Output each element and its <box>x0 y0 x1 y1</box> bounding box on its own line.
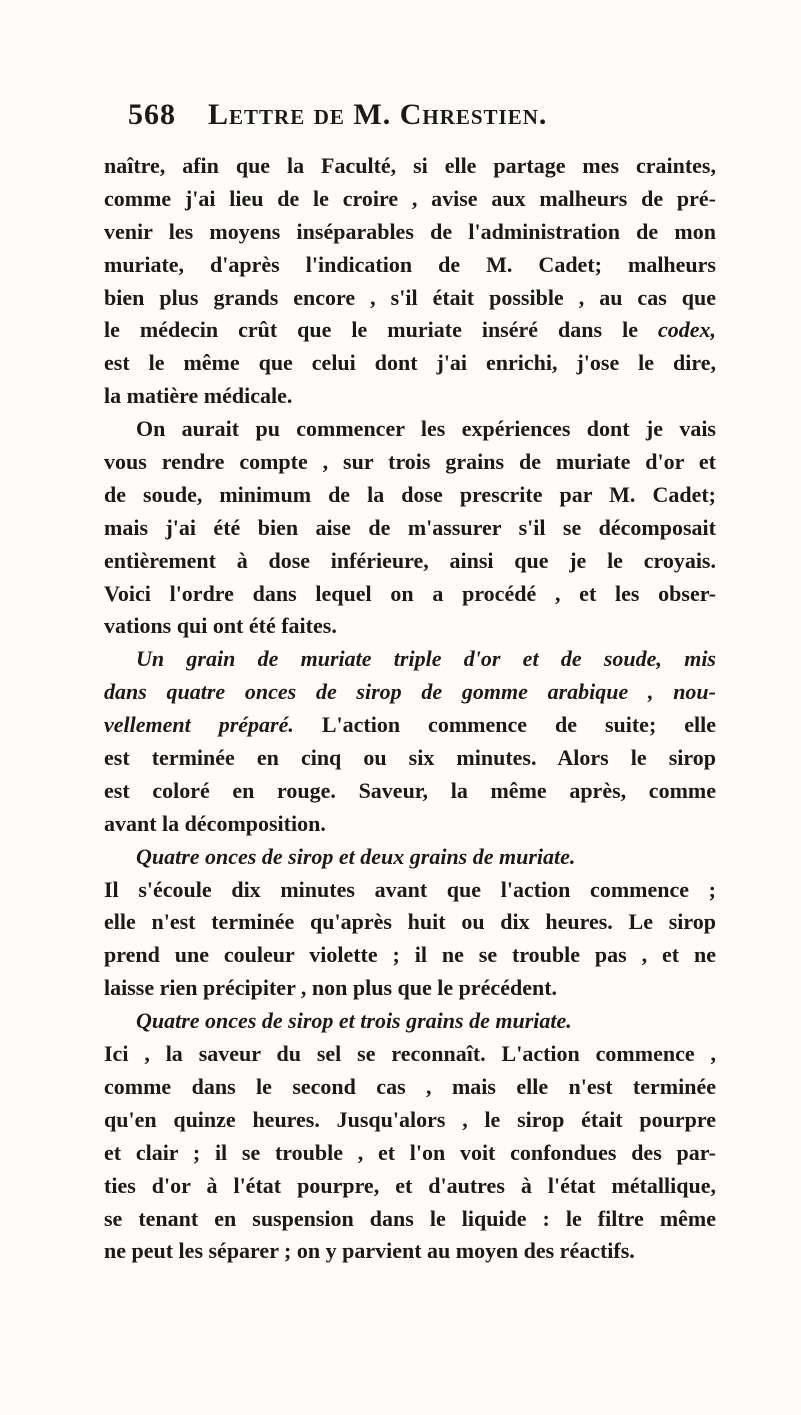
text-line: venir les moyens inséparables de l'administration de mon <box>104 218 716 244</box>
text-line: de soude, minimum de la dose prescrite par M. Cadet; <box>104 481 716 507</box>
text-line: bien plus grands encore , s'il était possible , au cas que <box>104 284 716 310</box>
text-line: est terminée en cinq ou six minutes. Alors le sirop <box>104 745 716 771</box>
page-number: 568 <box>128 98 176 131</box>
paragraph-start <box>104 841 716 874</box>
text-line: muriate, d'après l'indication de M. Cadet; malheurs <box>104 251 716 277</box>
text-line <box>104 709 716 742</box>
text-line: qu'en quinze heures. Jusqu'alors , le sirop était pourpre <box>104 1106 716 1132</box>
italic-heading: dans quatre onces de sirop de gomme arabique , nou- <box>104 679 716 705</box>
body-text <box>104 150 716 1268</box>
text-line: elle n'est terminée qu'après huit ou dix heures. Le sirop <box>104 909 716 935</box>
text-line <box>104 676 716 709</box>
text-fragment: le médecin crût que le muriate inséré dans le <box>104 317 638 343</box>
text-line: entièrement à dose inférieure, ainsi que je le croyais. <box>104 547 716 573</box>
text-line: laisse rien précipiter , non plus que le précédent. <box>104 975 558 1001</box>
text-line: se tenant en suspension dans le liquide : le filtre même <box>104 1205 716 1231</box>
text-fragment: L'action commence de suite; elle <box>321 712 716 738</box>
italic-heading: Un grain de muriate triple d'or et de soude, mis <box>136 646 716 672</box>
text-line: vations qui ont été faites. <box>104 613 337 639</box>
text-line: Il s'écoule dix minutes avant que l'action commence ; <box>104 876 716 902</box>
text-line: mais j'ai été bien aise de m'assurer s'il se décomposait <box>104 514 716 540</box>
text-line: Ici , la saveur du sel se reconnaît. L'action commence , <box>104 1041 716 1067</box>
text-line: comme dans le second cas , mais elle n'est terminée <box>104 1073 716 1099</box>
text-line: prend une couleur violette ; il ne se trouble pas , et ne <box>104 942 716 968</box>
italic-word: codex, <box>657 317 716 343</box>
text-line: vous rendre compte , sur trois grains de muriate d'or et <box>104 449 716 475</box>
text-line: naître, afin que la Faculté, si elle partage mes craintes, <box>104 153 716 178</box>
text-line: avant la décomposition. <box>104 810 326 836</box>
paragraph-start: On aurait pu commencer les expériences dont je vais <box>136 416 716 442</box>
italic-heading: vellement préparé. <box>104 712 294 738</box>
italic-heading: Quatre onces de sirop et trois grains de muriate. <box>136 1008 572 1034</box>
text-line: ne peut les séparer ; on y parvient au moyen des réactifs. <box>104 1238 635 1264</box>
text-line: est le même que celui dont j'ai enrichi, j'ose le dire, <box>104 350 716 376</box>
text-line: ties d'or à l'état pourpre, et d'autres à l'état métallique, <box>104 1172 716 1198</box>
text-line: la matière médicale. <box>104 383 293 409</box>
text-line: Voici l'ordre dans lequel on a procédé , et les obser- <box>104 580 716 606</box>
paragraph-start <box>104 1005 716 1038</box>
running-title: Lettre de M. Chrestien. <box>208 98 548 131</box>
text-line: comme j'ai lieu de le croire , avise aux malheurs de pré- <box>104 185 716 211</box>
running-head <box>128 98 728 138</box>
paragraph-start <box>104 643 716 676</box>
text-line: et clair ; il se trouble , et l'on voit confondues des par- <box>104 1139 716 1165</box>
text-line: est coloré en rouge. Saveur, la même après, comme <box>104 777 716 803</box>
text-line <box>104 314 716 347</box>
italic-heading: Quatre onces de sirop et deux grains de muriate. <box>136 843 576 869</box>
